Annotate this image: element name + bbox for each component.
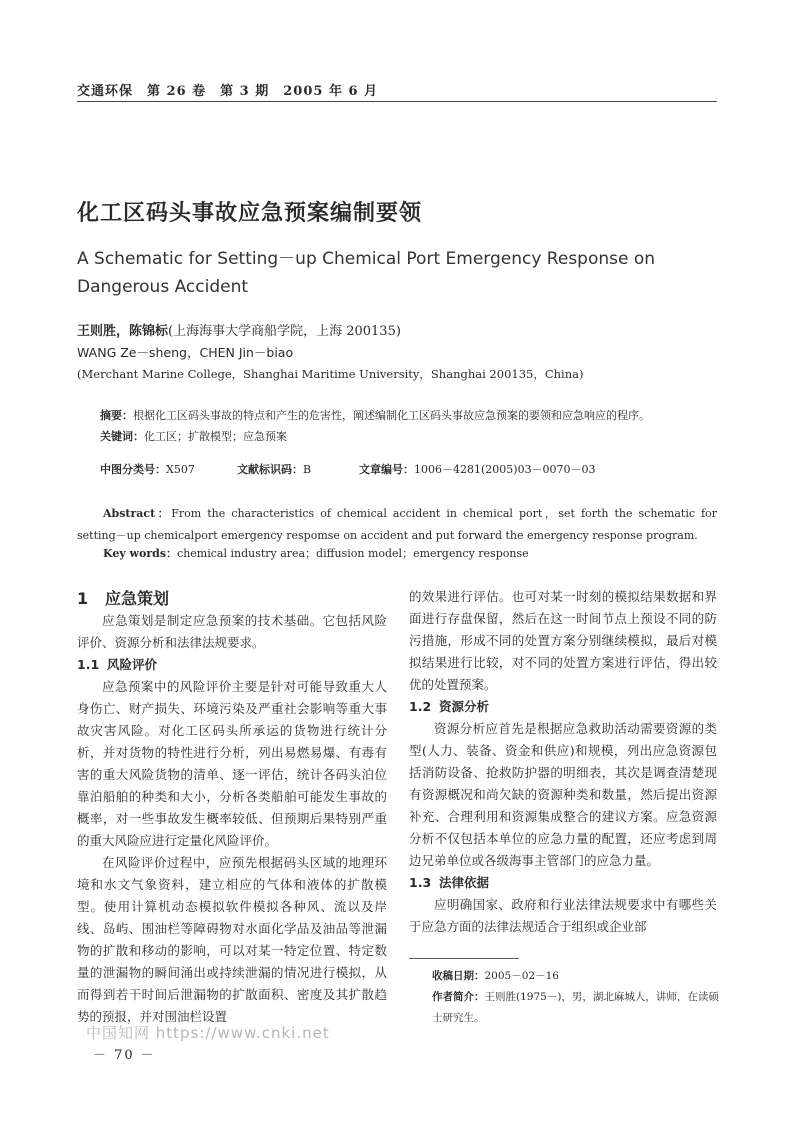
doc-label: 文献标识码： — [237, 463, 303, 476]
header-rule — [77, 101, 717, 102]
keywords-en-text: chemical industry area；diffusion model；emergency response — [177, 547, 529, 560]
section-1-3-heading — [409, 872, 717, 894]
running-head: 交通环保 第 26 卷 第 3 期 2005 年 6 月 — [77, 84, 379, 99]
section-1-1-number: 1.1 — [77, 657, 100, 672]
keywords-cn-line — [100, 426, 700, 447]
clc-number — [100, 461, 195, 477]
title-english: A Schematic for Setting－up Chemical Port Emergency Response on Dangerous Accident — [77, 249, 656, 297]
section-1-1-paragraph-1: 应急预案中的风险评价主要是针对可能导致重大人身伤亡、财产损失、环境污染及严重社会影响等重大事故灾害风险。对化工区码头所承运的货物进行统计分析，并对货物的特性进行分析，列出易燃易爆、有毒有害的重大风险货物的清单、逐一评估，统计各码头泊位靠泊船舶的种类和大小，分析各类船舶可能发生事故的概率，对一些事故发生概率较低、但预期后果特别严重的重大风险应进行定量化风险评价。 — [77, 679, 387, 848]
article-value: 1006－4281(2005)03－0070－03 — [414, 463, 596, 476]
body-column-left — [77, 588, 387, 1028]
section-1-1-paragraph-2: 在风险评价过程中，应预先根据码头区域的地理环境和水文气象资料，建立相应的气体和液体的扩散模型。使用计算机动态模拟软件模拟各种风、流以及岸线、岛屿、围油栏等障碍物对水面化学品及油品等泄漏物的扩散和移动的影响，可以对某一特定位置、特定数量的泄漏物的瞬间涌出或持续泄漏的情况进行模拟，从而得到若干时间后泄漏物的扩散面积、密度及其扩散趋势的预报，并对围油栏设置 — [77, 855, 387, 1024]
article-label: 文章编号： — [359, 463, 414, 476]
section-1-2-number: 1.2 — [409, 699, 432, 714]
section-1-1-title: 风险评价 — [107, 657, 158, 672]
author-affiliation-en: (Merchant Marine College，Shanghai Maritime University，Shanghai 200135，China) — [77, 367, 584, 381]
page-number: － 70 － — [93, 1048, 156, 1063]
received-date: 2005－02－16 — [484, 970, 559, 982]
section-1-2-paragraph-1: 资源分析应首先是根据应急救助活动需要资源的类型(人力、装备、资金和供应)和规模，列出应急资源包括消防设备、抢救防护器的明细表，其次是调查清楚现有资源概况和尚欠缺的资源种类和数量，然后提出资源补充、合理利用和资源集成整合的建议方案。应急资源分析不仅包括本单位的应急力量的配置，还应考虑到周边兄弟单位或各级海事主管部门的应急力量。 — [409, 721, 717, 868]
keywords-cn-label: 关键词： — [100, 430, 144, 443]
section-1-3-number: 1.3 — [409, 875, 432, 890]
clc-value: X507 — [166, 463, 195, 476]
author-bio-label: 作者简介： — [432, 991, 485, 1003]
title-chinese: 化工区码头事故应急预案编制要领 — [77, 200, 423, 226]
section-1-number: 1 — [77, 589, 89, 608]
abstract-en-label: Abstract： — [103, 507, 172, 520]
watermark: 中国知网 https://www.cnki.net — [86, 1024, 330, 1042]
section-1-3-paragraph-1: 应明确国家、政府和行业法律法规要求中有哪些关于应急方面的法律法规适合于组织或企业部 — [409, 897, 717, 934]
section-1-2-heading — [409, 696, 717, 718]
section-1-1-heading — [77, 654, 387, 676]
doc-value: B — [303, 463, 312, 476]
section-1-2-title: 资源分析 — [439, 699, 490, 714]
footnote-rule — [409, 958, 519, 959]
section-1-heading — [77, 588, 387, 610]
abstract-cn-label: 摘要： — [100, 409, 133, 422]
abstract-english — [77, 503, 717, 547]
author-affiliation-cn: (上海海事大学商船学院，上海 200135) — [168, 324, 401, 339]
article-number — [359, 461, 596, 477]
author-names-en: WANG Ze－sheng，CHEN Jin－biao — [77, 345, 294, 360]
footnote-received — [432, 966, 722, 987]
section-1-title: 应急策划 — [105, 589, 170, 608]
abstract-en-text: From the characteristics of chemical accident in chemical port，set forth the schematic for setting－up chemicalport emergency respomse on accident and put forward the emergency response program. — [77, 507, 717, 542]
section-1-1-paragraph-3: 的效果进行评估。也可对某一时刻的模拟结果数据和界面进行存盘保留，然后在这一时间节点上预设不同的防污措施，形成不同的处置方案分别继续模拟，最后对模拟结果进行比较，对不同的处置方案进行评估，得出较优的处置预案。 — [409, 589, 717, 692]
keywords-en-label: Key words： — [103, 547, 178, 560]
abstract-cn-text: 根据化工区码头事故的特点和产生的危害性，阐述编制化工区码头事故应急预案的要领和应急响应的程序。 — [133, 409, 650, 422]
author-names-cn: 王则胜，陈锦标 — [77, 324, 169, 339]
document-code — [237, 461, 311, 477]
clc-label: 中图分类号： — [100, 463, 166, 476]
keywords-cn-text: 化工区；扩散模型；应急预案 — [144, 430, 287, 443]
body-column-right — [409, 586, 717, 938]
footnote-author — [432, 987, 722, 1029]
author-bio-text: 王则胜(1975－)，男，湖北麻城人，讲师，在读硕士研究生。 — [432, 991, 719, 1024]
footnote — [432, 966, 722, 1029]
section-1-intro: 应急策划是制定应急预案的技术基础。它包括风险评价、资源分析和法律法规要求。 — [77, 613, 387, 650]
received-label: 收稿日期： — [432, 970, 485, 982]
section-1-3-title: 法律依据 — [439, 875, 490, 890]
authors-chinese — [77, 320, 401, 339]
abstract-cn-line — [100, 405, 700, 426]
abstract-chinese — [100, 405, 700, 447]
keywords-english — [103, 545, 529, 561]
